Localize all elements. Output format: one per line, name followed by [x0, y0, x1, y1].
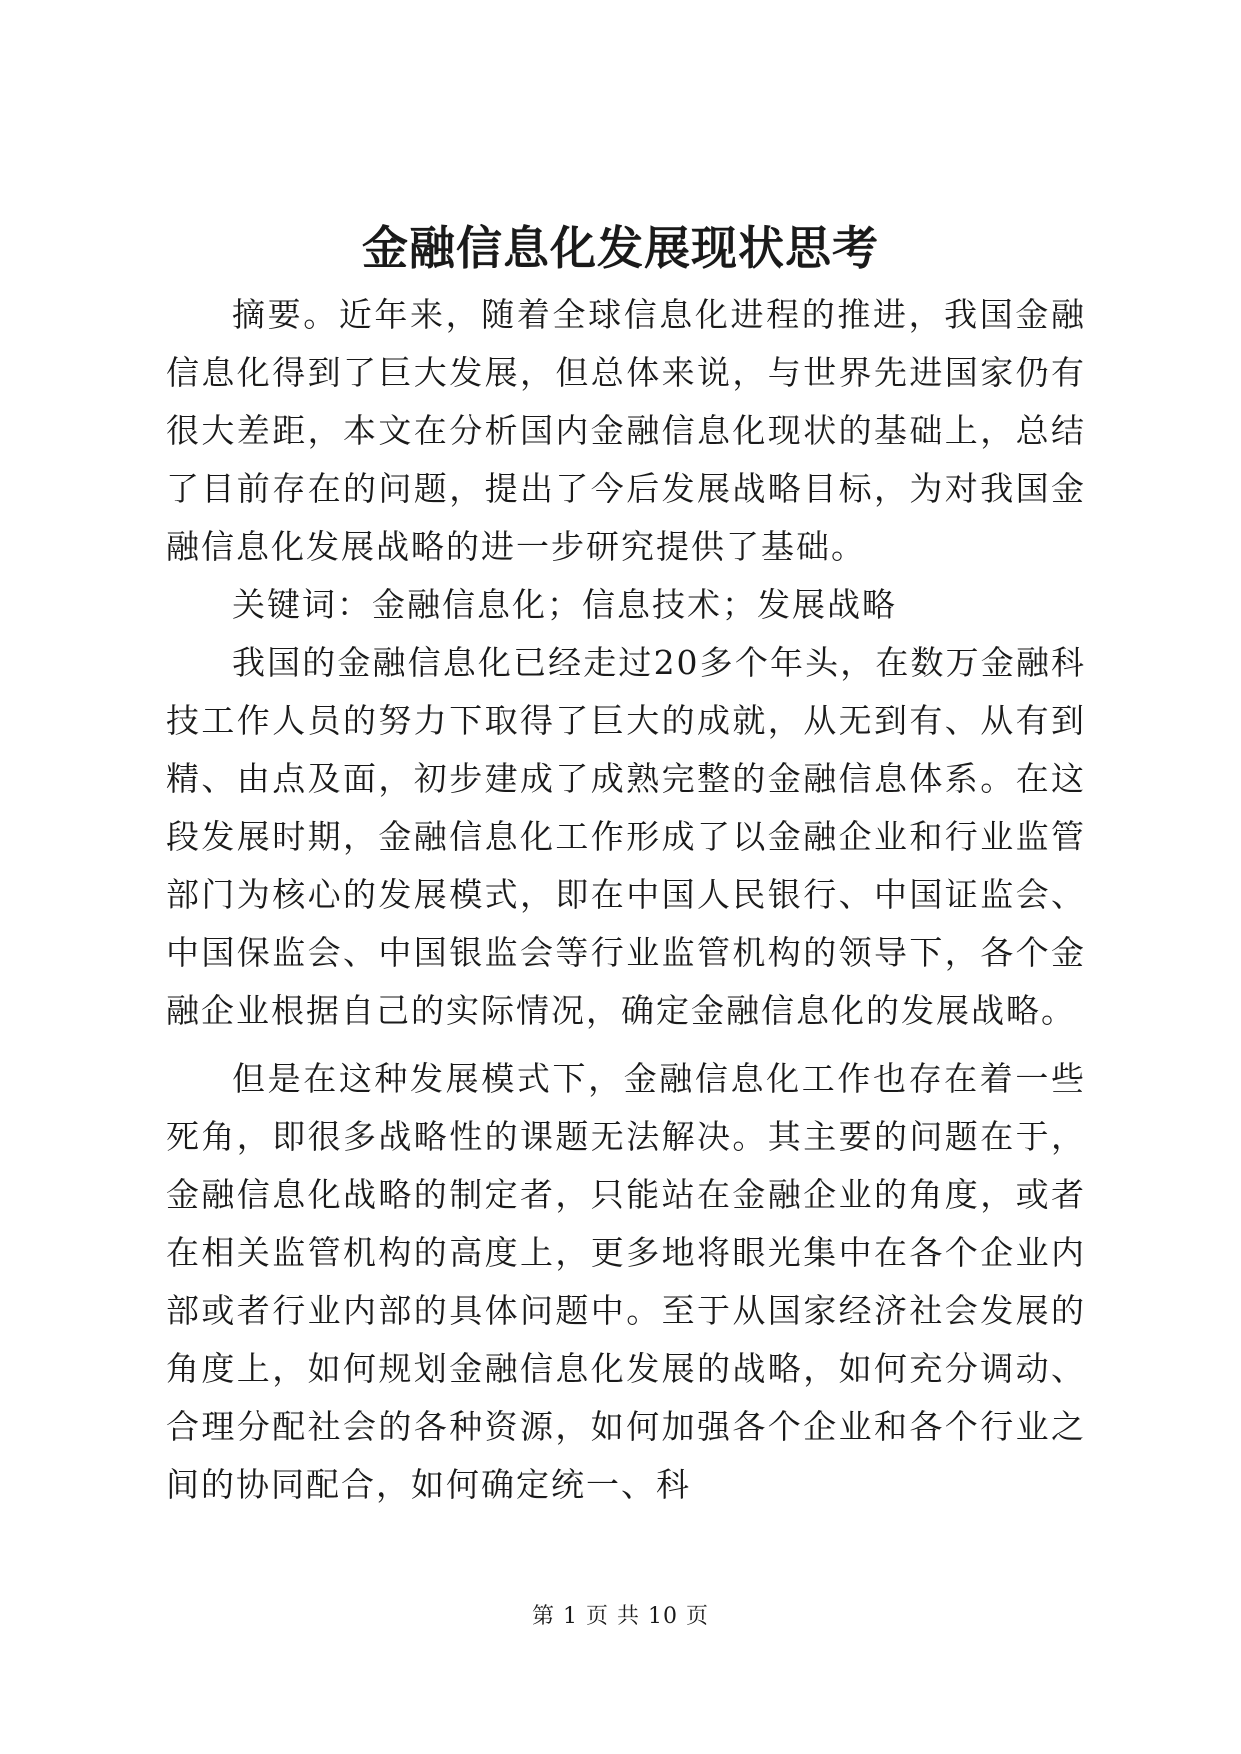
keywords-paragraph: 关键词：金融信息化；信息技术；发展战略 — [232, 585, 897, 624]
document-title: 金融信息化发展现状思考 — [362, 221, 879, 275]
body-paragraph: 但是在这种发展模式下，金融信息化工作也存在着一些死角，即很多战略性的课题无法解决。其主要的问题在于，金融信息化战略的制定者，只能站在金融企业的角度，或者在相关监管机构的高度上，更多地将眼光集中在各个企业内部或者行业内部的具体问题中。至于从国家经济社会发展的角度上，如何规划金融信息化发展的战略，如何充分调动、合理分配社会的各种资源，如何加强各个企业和各个行业之间的协同配合，如何确定统一、科 — [166, 1059, 1086, 1504]
body-paragraph: 我国的金融信息化已经走过20多个年头，在数万金融科技工作人员的努力下取得了巨大的成就，从无到有、从有到精、由点及面，初步建成了成熟完整的金融信息体系。在这段发展时期，金融信息化工作形成了以金融企业和行业监管部门为核心的发展模式，即在中国人民银行、中国证监会、中国保监会、中国银监会等行业监管机构的领导下，各个金融企业根据自己的实际情况，确定金融信息化的发展战略。 — [166, 643, 1086, 1030]
abstract-paragraph: 摘要。近年来，随着全球信息化进程的推进，我国金融信息化得到了巨大发展，但总体来说，与世界先进国家仍有很大差距，本文在分析国内金融信息化现状的基础上，总结了目前存在的问题，提出了今后发展战略目标，为对我国金融信息化发展战略的进一步研究提供了基础。 — [166, 295, 1086, 566]
document-body — [166, 286, 1086, 1514]
page-footer: 第 1 页 共 10 页 — [532, 1604, 709, 1629]
